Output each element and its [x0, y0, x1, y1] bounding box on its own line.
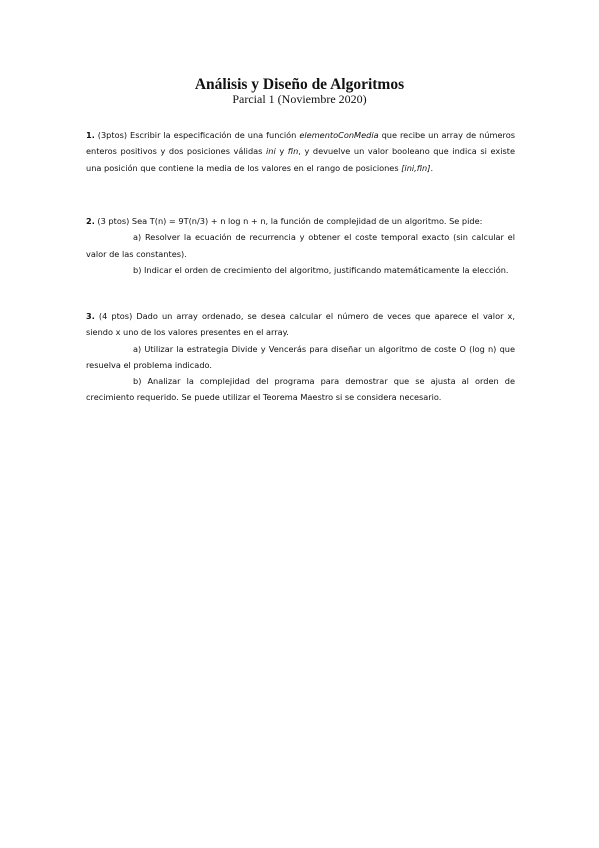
question-3	[86, 308, 515, 406]
exam-subtitle: Parcial 1 (Noviembre 2020)	[232, 92, 367, 106]
question-1-part-5: .	[430, 162, 434, 173]
exam-title: Análisis y Diseño de Algoritmos	[194, 76, 405, 93]
question-3-item-b: b) Analizar la complejidad del programa para demostrar que se ajusta al orden de crecimiento requerido. Se puede utilizar el Teorema Maestro si se considera necesario.	[86, 376, 515, 403]
question-1-part-2: que recibe un array de números enteros positivos y dos posiciones válidas	[86, 130, 515, 157]
question-2-intro-text: (3 ptos) Sea T(n) = 9T(n/3) + n log n + n, la función de complejidad de un algoritmo. Se pide:	[94, 216, 483, 226]
question-2-item-a: a) Resolver la ecuación de recurrencia y obtener el coste temporal exacto (sin calcular el valor de las constantes).	[86, 232, 515, 259]
function-name: elementoConMedia	[299, 130, 379, 140]
question-2-number: 2.	[86, 216, 95, 226]
param-ini: ini	[266, 146, 276, 157]
param-fin: fin	[287, 146, 299, 157]
question-3-number: 3.	[86, 311, 95, 321]
question-3-item-a: a) Utilizar la estrategia Divide y Vencerás para diseñar un algoritmo de coste O (log n) que resuelva el problema indicado.	[86, 343, 515, 370]
question-1-part-4: , y devuelve un valor booleano que indica si existe una posición que contiene la media de los valores en el rango de posiciones	[86, 146, 515, 173]
question-1-part-1: (3ptos) Escribir la especificación de una función	[94, 130, 300, 140]
question-1-number: 1.	[86, 130, 95, 140]
question-2	[86, 213, 515, 278]
question-2-item-b: b) Indicar el orden de crecimiento del algoritmo, justificando matemáticamente la elección.	[133, 264, 509, 275]
question-3-intro-text: (4 ptos) Dado un array ordenado, se desea calcular el número de veces que aparece el valor x, siendo x uno de los valores presentes en el array.	[86, 311, 515, 338]
question-1-part-3: y	[275, 146, 288, 157]
question-3-intro	[86, 308, 515, 341]
question-1	[86, 127, 515, 176]
question-1-text	[86, 127, 515, 176]
question-2-intro	[86, 213, 515, 229]
range-text: [ini,fin]	[401, 162, 431, 173]
